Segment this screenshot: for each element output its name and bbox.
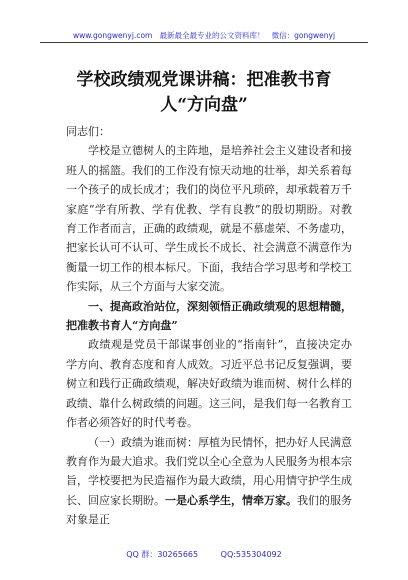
header-site-link[interactable]: www.gongwenyj.com: [72, 31, 153, 40]
paragraph-2: 政绩观是党员干部谋事创业的“指南针”，直接决定办学方向、教育态度和育人成效。习近平总书记反复强调，要树立和践行正确政绩观，解决好政绩为谁而树、树什么样的政绩、靠什么树政绩的问题。这三问，是我们每一名教育工作者必须答好的时代考卷。: [66, 338, 352, 430]
header-wechat: 微信：gongwenyj: [271, 31, 336, 40]
section-heading-1: 一、提高政治站位，深刻领悟正确政绩观的思想精髓，把准教书育人“方向盘”: [66, 299, 352, 333]
header-divider: [40, 42, 368, 43]
salutation: 同志们：: [66, 125, 110, 138]
document-title: 学校政绩观党课讲稿：把准教书育人“方向盘”: [76, 70, 332, 115]
footer-qq: QQ:535304092: [220, 550, 282, 559]
paragraph-3-tail: 我们的服务对象是正: [66, 493, 352, 527]
footer-qq-group: QQ 群：30265665: [126, 550, 199, 559]
paragraph-intro: 学校是立德树人的主阵地，是培养社会主义建设者和接班人的摇篮。我们的工作没有惊天动地的壮举，却关系着每一个孩子的成长成才；我们的岗位平凡琐碎，却承载着万千家庭“学有所教、学有优教、学有良教”的殷切期盼。对教育工作者而言，正确的政绩观，就是不慕虚荣、不务虚功，把家长认可不认可、学生成长不成长、社会满意不满意作为衡量一切工作的根本标尺。下面，我结合学习思考和学校工作实际，从三个方面与大家交流。: [66, 144, 352, 294]
paragraph-3-text: （一）政绩为谁而树：厚植为民情怀，把办好人民满意教育作为最大追求。我们党以全心全意为人民服务为根本宗旨，学校要把为民造福作为最大政绩，用心用情守护学生成长、回应家长期盼。: [66, 435, 352, 507]
paragraph-3-bold: 一是心系学生，情牵万家。: [165, 493, 297, 507]
document-body: [66, 122, 352, 530]
paragraph-3: [66, 433, 352, 530]
page-footer: [0, 549, 408, 560]
header-slogan: 最新最全最专业的公文资料库！: [159, 31, 265, 40]
page-header: [40, 30, 368, 41]
